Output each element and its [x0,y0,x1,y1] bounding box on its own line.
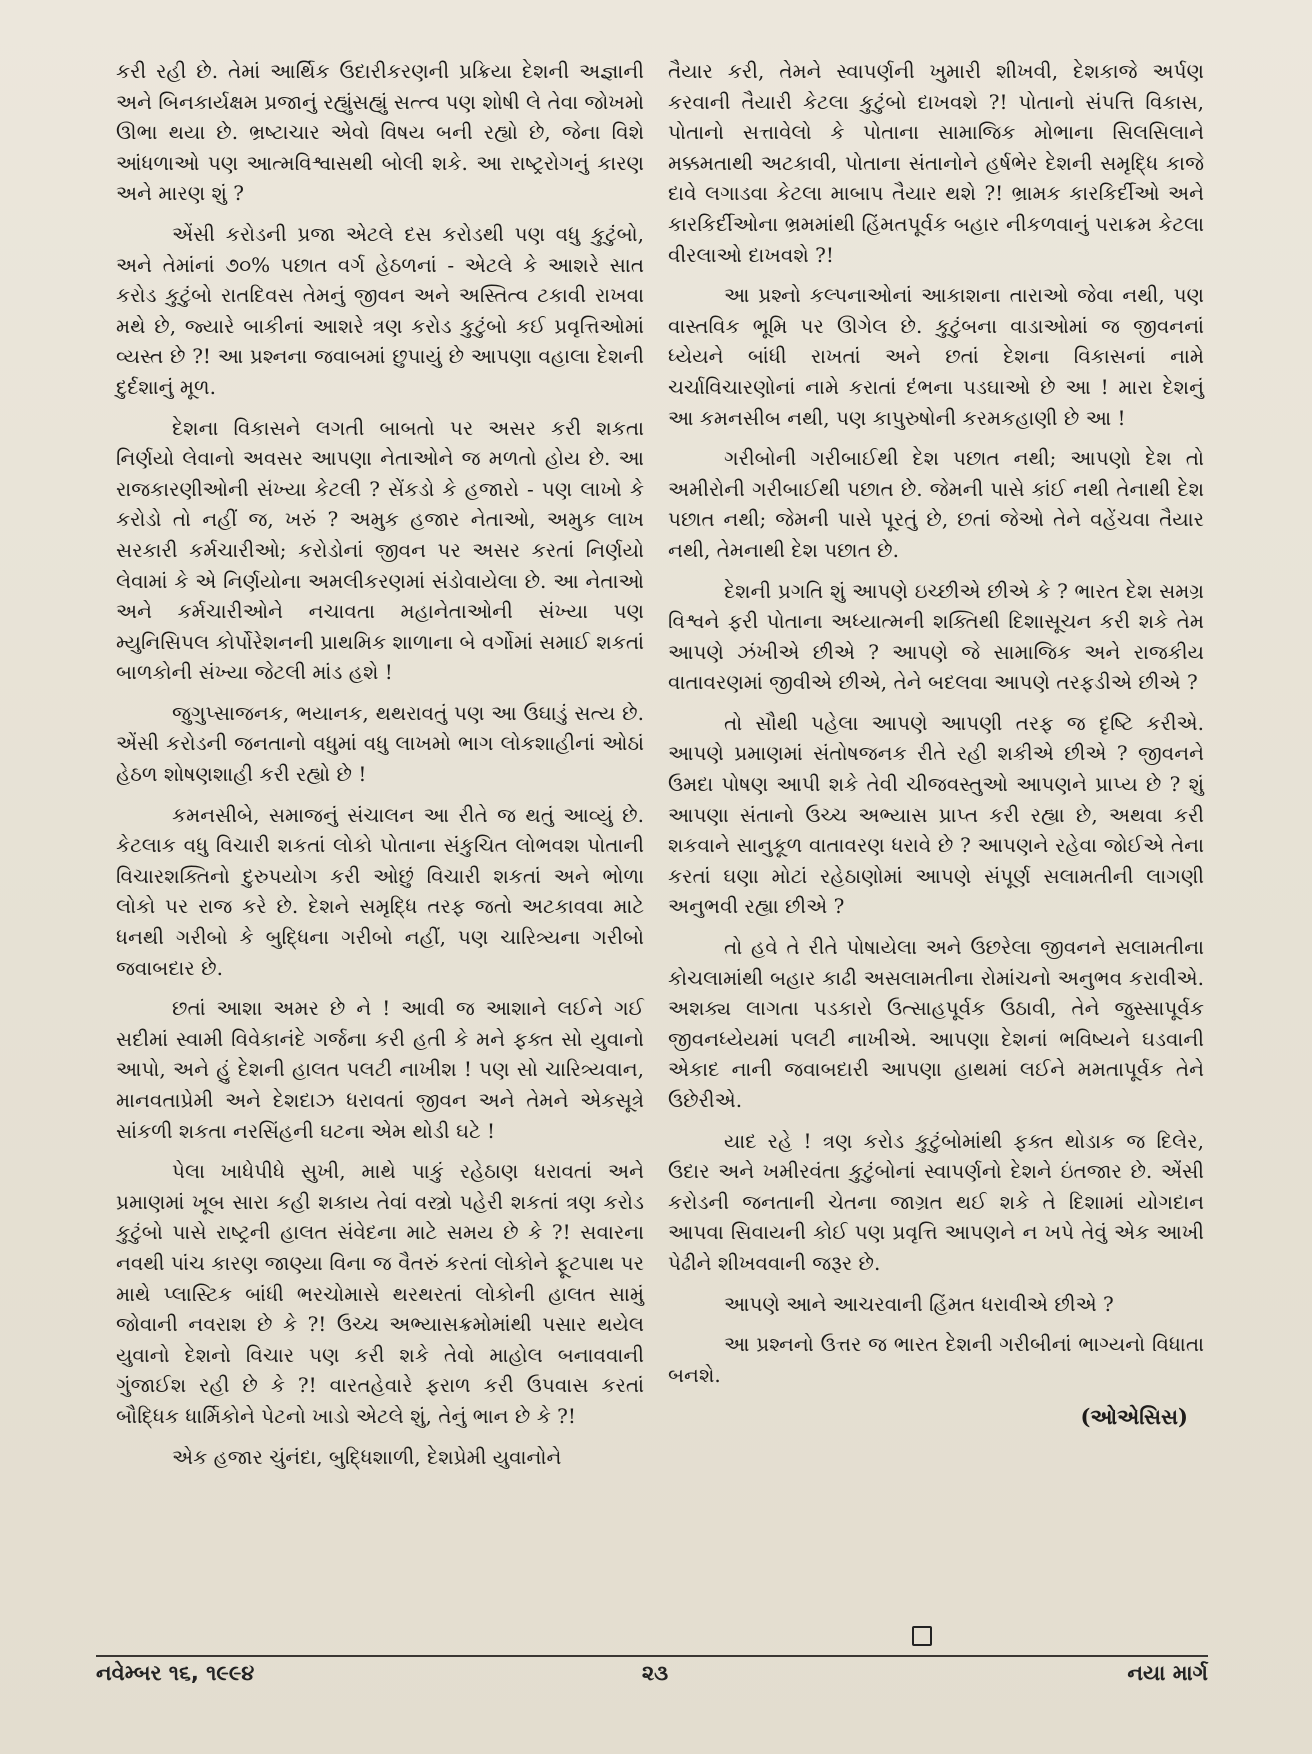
paragraph: એંસી કરોડની પ્રજા એટલે દસ કરોડથી પણ વધુ કુટુંબો, અને તેમાંનાં ૭૦% પછાત વર્ગ હેઠળનાં - એટલે કે આશરે સાત કરોડ કુટુંબો રાતદિવસ તેમનું જીવન અને અસ્તિત્વ ટકાવી રાખવા મથે છે, જ્યારે બાકીનાં આશરે ત્રણ કરોડ કુટુંબો કઈ પ્રવૃત્તિઓમાં વ્યસ્ત છે ?! આ પ્રશ્નના જવાબમાં છુપાયું છે આપણા વહાલા દેશની દુર્દશાનું મૂળ. [116,221,644,399]
paragraph: યાદ રહે ! ત્રણ કરોડ કુટુંબોમાંથી ફક્ત થોડાક જ દિલેર, ઉદાર અને ખમીરવંતા કુટુંબોનાં સ્વાપર્ણનો દેશને ઇંતજાર છે. એંસી કરોડની જનતાની ચેતના જાગ્રત થઈ શકે તે દિશામાં યોગદાન આપવા સિવાયની કોઈ પણ પ્રવૃત્તિ આપણને ન ખપે તેવું એક આખી પેઢીને શીખવવાની જરૂર છે. [668,1128,1204,1275]
paragraph: દેશના વિકાસને લગતી બાબતો પર અસર કરી શકતા નિર્ણયો લેવાનો અવસર આપણા નેતાઓને જ મળતો હોય છે. આ રાજકારણીઓની સંખ્યા કેટલી ? સેંકડો કે હજારો - પણ લાખો કે કરોડો તો નહીં જ, ખરું ? અમુક હજાર નેતાઓ, અમુક લાખ સરકારી કર્મચારીઓ; કરોડોનાં જીવન પર અસર કરતાં નિર્ણયો લેવામાં કે એ નિર્ણયોના અમલીકરણમાં સંડોવાયેલા છે. આ નેતાઓ અને કર્મચારીઓને નચાવતા મહાનેતાઓની સંખ્યા પણ મ્યુનિસિપલ કોર્પોરેશનની પ્રાથમિક શાળાના બે વર્ગોમાં સમાઈ શકતાં બાળકોની સંખ્યા જેટલી માંડ હશે ! [116,415,644,685]
paragraph: તો હવે તે રીતે પોષાયેલા અને ઉછરેલા જીવનને સલામતીના કોચલામાંથી બહાર કાઢી અસલામતીના રોમાંચનો અનુભવ કરાવીએ. અશક્ય લાગતા પડકારો ઉત્સાહપૂર્વક ઉઠાવી, તેને જુસ્સાપૂર્વક જીવનધ્યેયમાં પલટી નાખીએ. આપણા દેશનાં ભવિષ્યને ઘડવાની એકાદ નાની જવાબદારી આપણા હાથમાં લઈને મમતાપૂર્વક તેને ઉછેરીએ. [668,935,1204,1112]
paragraph: આપણે આને આચરવાની હિંમત ધરાવીએ છીએ ? [724,1291,1114,1316]
paragraph: છતાં આશા અમર છે ને ! આવી જ આશાને લઈને ગઈ સદીમાં સ્વામી વિવેકાનંદે ગર્જના કરી હતી કે મને ફક્ત સો યુવાનો આપો, અને હું દેશની હાલત પલટી નાખીશ ! પણ સો ચારિત્ર્યવાન, માનવતાપ્રેમી અને દેશદાઝ ધરાવતાં જીવન અને તેમને એકસૂત્રે સાંકળી શકતા નરસિંહની ઘટના એમ થોડી ઘટે ! [116,996,644,1143]
paragraph: તો સૌથી પહેલા આપણે આપણી તરફ જ દૃષ્ટિ કરીએ. આપણે પ્રમાણમાં સંતોષજનક રીતે રહી શકીએ છીએ ? જીવનને ઉમદા પોષણ આપી શકે તેવી ચીજવસ્તુઓ આપણને પ્રાપ્ય છે ? શું આપણા સંતાનો ઉચ્ચ અભ્યાસ પ્રાપ્ત કરી રહ્યા છે, અથવા કરી શકવાને સાનુકૂળ વાતાવરણ ધરાવે છે ? આપણને રહેવા જોઈએ તેના કરતાં ઘણા મોટાં રહેઠાણોમાં આપણે સંપૂર્ણ સલામતીની લાગણી અનુભવી રહ્યા છીએ ? [668,710,1204,919]
paragraph: દેશની પ્રગતિ શું આપણે ઇચ્છીએ છીએ કે ? ભારત દેશ સમગ્ર વિશ્વને ફરી પોતાના અધ્યાત્મની શક્તિથી દિશાસૂચન કરી શકે તેમ આપણે ઝંખીએ છીએ ? આપણે જે સામાજિક અને રાજકીય વાતાવરણમાં જીવીએ છીએ, તેને બદલવા આપણે તરફડીએ છીએ ? [668,578,1204,695]
paragraph: આ પ્રશ્નો કલ્પનાઓનાં આકાશના તારાઓ જેવા નથી, પણ વાસ્તવિક ભૂમિ પર ઊગેલ છે. કુટુંબના વાડાઓમાં જ જીવનનાં ધ્યેયને બાંધી રાખતાં અને છતાં દેશના વિકાસનાં નામે ચર્ચાવિચારણોનાં નામે કરાતાં દંભના પડઘાઓ છે આ ! મારા દેશનું આ કમનસીબ નથી, પણ કાપુરુષોની કરમકહાણી છે આ ! [668,283,1204,430]
paragraph: ગરીબોની ગરીબાઈથી દેશ પછાત નથી; આપણો દેશ તો અમીરોની ગરીબાઈથી પછાત છે. જેમની પાસે કાંઈ નથી તેનાથી દેશ પછાત નથી; જેમની પાસે પૂરતું છે, છતાં જેઓ તેને વહેંચવા તૈયાર નથી, તેમનાથી દેશ પછાત છે. [668,446,1204,562]
author-signature: (ઓએસિસ) [1080,1404,1188,1430]
issue-date: નવેમ્બર ૧૬, ૧૯૯૪ [96,1661,255,1685]
paragraph: આ પ્રશ્નનો ઉત્તર જ ભારત દેશની ગરીબીનાં ભાગ્યનો વિધાતા બનશે. [668,1332,1204,1387]
publication-name: નયા માર્ગ [1127,1661,1208,1685]
paragraph: જુગુપ્સાજનક, ભયાનક, થથરાવતું પણ આ ઉઘાડું સત્ય છે. એંસી કરોડની જનતાનો વધુમાં વધુ લાખમો ભાગ લોકશાહીનાં ઓઠાં હેઠળ શોષણશાહી કરી રહ્યો છે ! [116,700,644,787]
page-number: ૨૩ [641,1661,669,1685]
footer-divider [96,1655,1208,1657]
article-column-left [116,56,644,1482]
paragraph: કરી રહી છે. તેમાં આર્થિક ઉદારીકરણની પ્રક્રિયા દેશની અજ્ઞાની અને બિનકાર્યક્ષમ પ્રજાનું રહ્યુંસહ્યું સત્ત્વ પણ શોષી લે તેવા જોખમો ઊભા થયા છે. ભ્રષ્ટાચાર એવો વિષય બની રહ્યો છે, જેના વિશે આંધળાઓ પણ આત્મવિશ્વાસથી બોલી શકે. આ રાષ્ટ્રરોગનું કારણ અને મારણ શું ? [116,59,644,206]
paragraph: એક હજાર ચુંનંદા, બુદ્ધિશાળી, દેશપ્રેમી યુવાનોને [172,1444,562,1469]
paragraph: તૈયાર કરી, તેમને સ્વાપર્ણની ખુમારી શીખવી, દેશકાજે અર્પણ કરવાની તૈયારી કેટલા કુટુંબો દાખવશે ?! પોતાનો સંપત્તિ વિકાસ, પોતાનો સત્તાવેલો કે પોતાના સામાજિક મોભાના સિલસિલાને મક્કમતાથી અટકાવી, પોતાના સંતાનોને હર્ષભેર દેશની સમૃદ્ધિ કાજે દાવે લગાડવા કેટલા માબાપ તૈયાર થશે ?! ભ્રામક કારકિર્દીઓ અને કારકિર્દીઓના ભ્રમમાંથી હિંમતપૂર્વક બહાર નીકળવાનું પરાક્રમ કેટલા વીરલાઓ દાખવશે ?! [668,59,1204,267]
article-column-right [668,56,1204,1433]
end-of-article-box-icon [912,1626,932,1646]
paragraph: પેલા ખાધેપીધે સુખી, માથે પાકું રહેઠાણ ધરાવતાં અને પ્રમાણમાં ખૂબ સારા કહી શકાય તેવાં વસ્ત્રો પહેરી શકતાં ત્રણ કરોડ કુટુંબો પાસે રાષ્ટ્રની હાલત સંવેદના માટે સમય છે કે ?! સવારના નવથી પાંચ કારણ જાણ્યા વિના જ વૈતરું કરતાં લોકોને ફૂટપાથ પર માથે પ્લાસ્ટિક બાંધી ભરચોમાસે થરથરતાં લોકોની હાલત સામું જોવાની નવરાશ છે કે ?! ઉચ્ચ અભ્યાસક્રમોમાંથી પસાર થયેલ યુવાનો દેશનો વિચાર પણ કરી શકે તેવો માહોલ બનાવવાની ગુંજાઈશ રહી છે કે ?! વારતહેવારે ફરાળ કરી ઉપવાસ કરતાં બૌદ્ધિક ધાર્મિકોને પેટનો ખાડો એટલે શું, તેનું ભાન છે કે ?! [116,1159,644,1428]
paragraph: કમનસીબે, સમાજનું સંચાલન આ રીતે જ થતું આવ્યું છે. કેટલાક વધુ વિચારી શકતાં લોકો પોતાના સંકુચિત લોભવશ પોતાની વિચારશક્તિનો દુરુપયોગ કરી ઓછું વિચારી શકતાં અને ભોળા લોકો પર રાજ કરે છે. દેશને સમૃદ્ધિ તરફ જતો અટકાવવા માટે ધનથી ગરીબો કે બુદ્ધિના ગરીબો નહીં, પણ ચારિત્ર્યના ગરીબો જવાબદાર છે. [116,802,644,980]
